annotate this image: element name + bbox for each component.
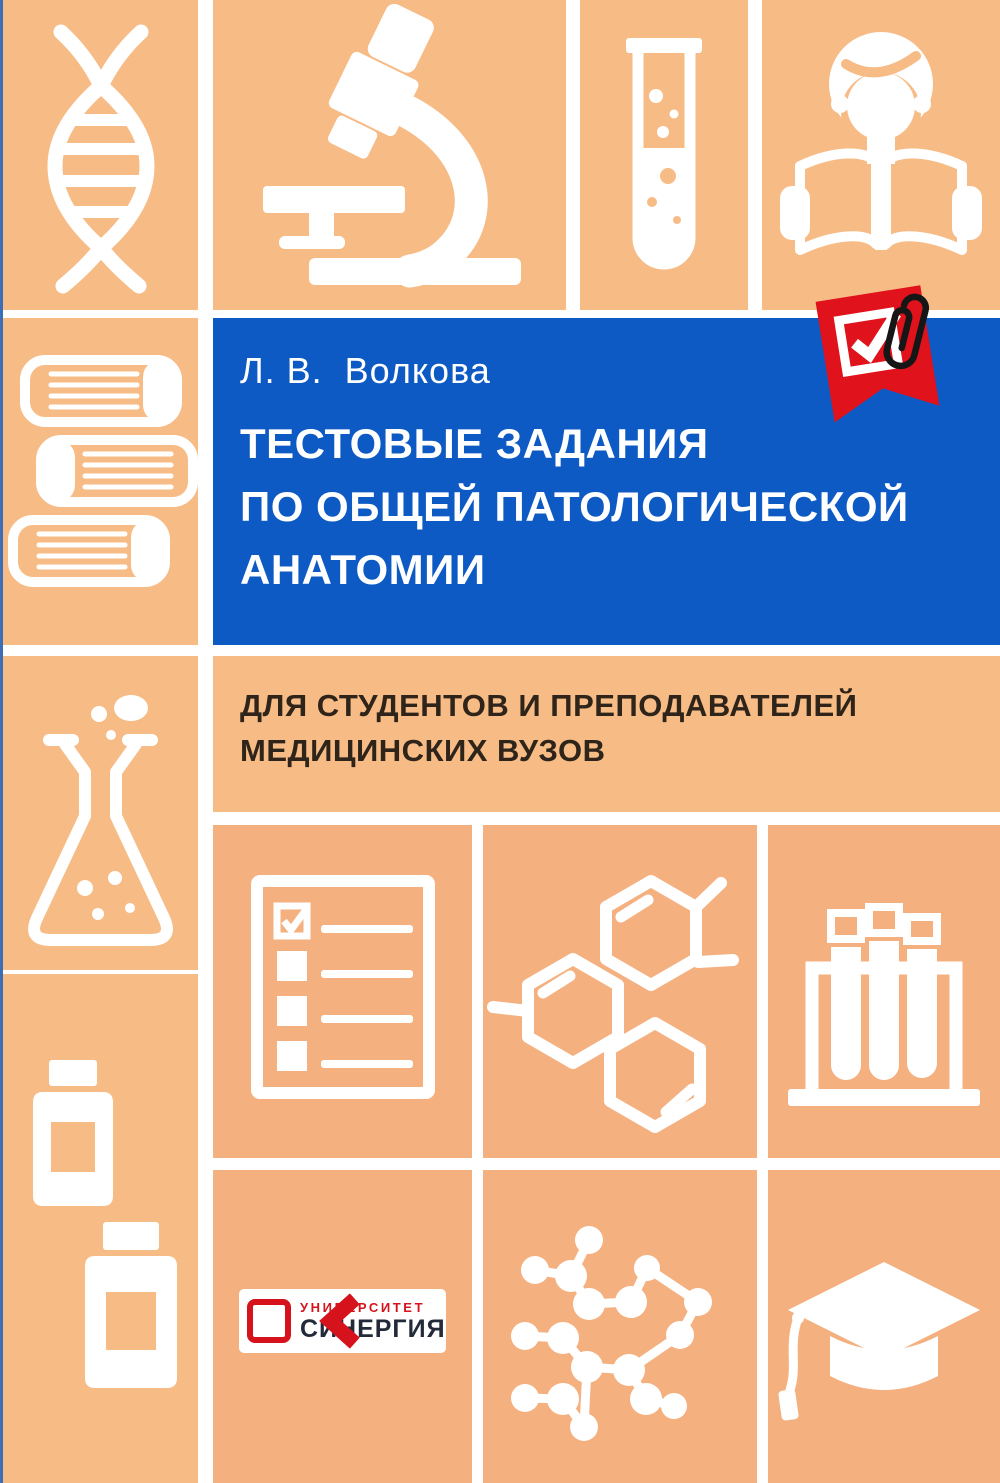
tile-checklist [213, 825, 472, 1158]
test-tube-icon [580, 0, 748, 310]
tile-subtitle [213, 656, 1000, 812]
subtitle-line-1: ДЛЯ СТУДЕНТОВ И ПРЕПОДАВАТЕЛЕЙ [240, 688, 858, 723]
bookmark-check-icon [806, 291, 956, 451]
hexagons-molecule-icon [483, 825, 757, 1158]
microscope-icon [213, 0, 566, 310]
subtitle [240, 683, 857, 773]
flask-icon [3, 656, 198, 970]
tile-flask [3, 656, 198, 970]
pill-bottles-icon [3, 974, 198, 1483]
molecule-icon [483, 1170, 757, 1483]
tile-molecule [483, 1170, 757, 1483]
tile-test-tube-rack [768, 825, 1000, 1158]
title-line-1: ТЕСТОВЫЕ ЗАДАНИЯ [240, 420, 709, 467]
tile-publisher-logo [213, 1170, 472, 1483]
publisher-name-top: УНИВЕРСИТЕТ [300, 1299, 426, 1315]
tile-microscope [213, 0, 566, 310]
author-name: Л. В. Волкова [240, 350, 491, 391]
publisher-name-bottom: СИНЕРГИЯ [300, 1314, 446, 1343]
dna-icon [3, 0, 198, 310]
graduation-cap-icon [768, 1170, 1000, 1483]
synergy-chevron-icon [247, 1299, 291, 1343]
tile-graduation-cap [768, 1170, 1000, 1483]
title-line-3: АНАТОМИИ [240, 546, 486, 593]
books-icon [3, 318, 198, 645]
test-tube-rack-icon [768, 825, 1000, 1158]
tile-test-tube [580, 0, 748, 310]
checklist-icon [213, 825, 472, 1158]
tile-pill-bottles [3, 974, 198, 1483]
tile-dna [3, 0, 198, 310]
tile-student-reading [762, 0, 1000, 310]
university-synergy-logo [239, 1289, 446, 1353]
student-reading-icon [762, 0, 1000, 310]
tile-hexagons [483, 825, 757, 1158]
title-line-2: ПО ОБЩЕЙ ПАТОЛОГИЧЕСКОЙ [240, 483, 909, 530]
subtitle-line-2: МЕДИЦИНСКИХ ВУЗОВ [240, 733, 606, 768]
tile-books [3, 318, 198, 645]
